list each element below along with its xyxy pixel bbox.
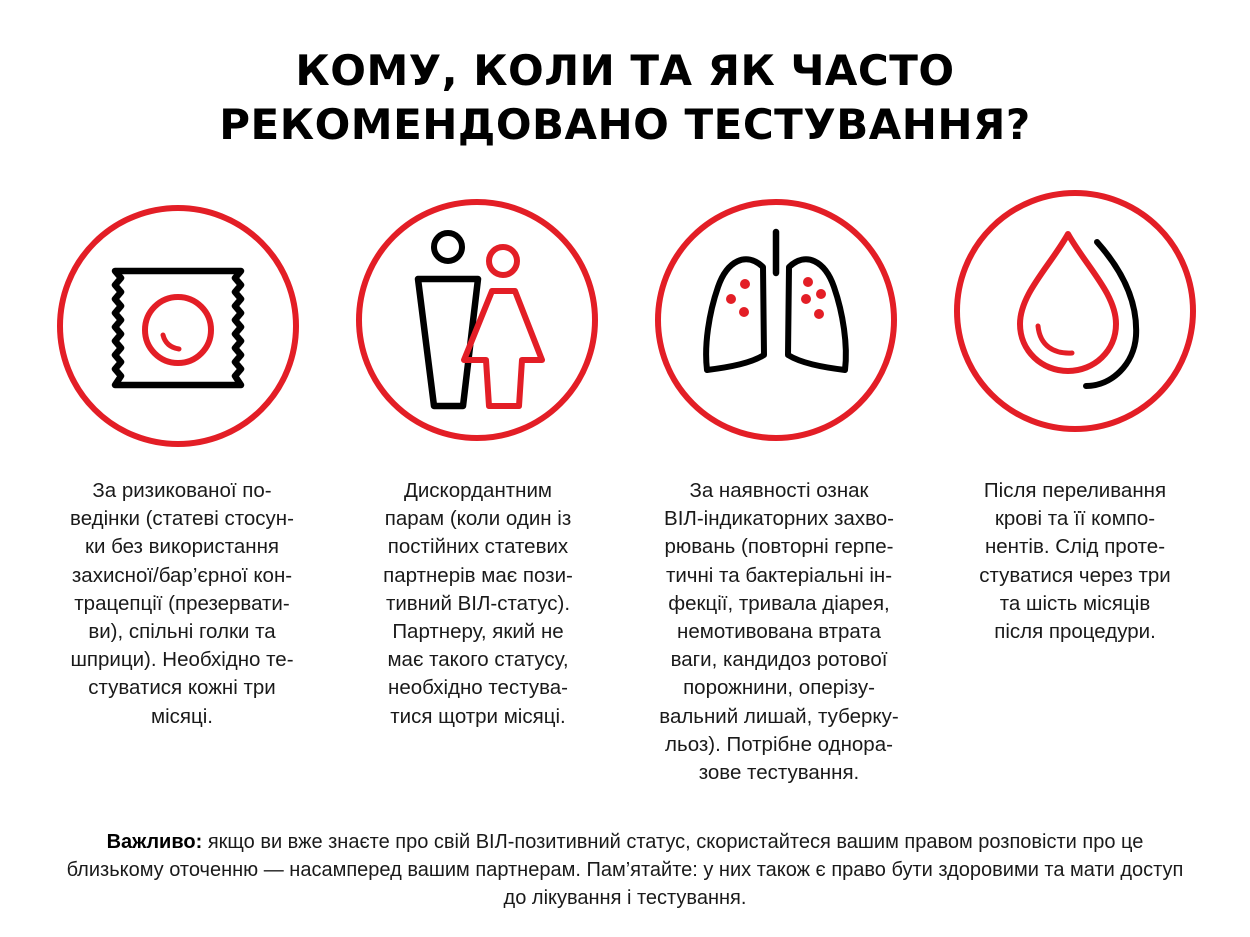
- title-line-2: РЕКОМЕНДОВАНО ТЕСТУВАННЯ?: [219, 100, 1031, 149]
- title-line-1: КОМУ, КОЛИ ТА ЯК ЧАСТО: [295, 46, 955, 95]
- couple-icon: [352, 195, 602, 445]
- blood-drop-icon: [950, 186, 1200, 436]
- card-1-description: За ризикованої по- ведінки (статеві стосун- ки без використання захисної/бар’єрної кон- трацепції (презервати- ви), спільні голки та шприци). Необхідно те- стуватися кожні три місяці.: [70, 479, 294, 728]
- important-text: якщо ви вже знаєте про свій ВІЛ-позитивний статус, скористайтеся вашим правом розповісти про це близькому оточенню — насамперед вашим партнерам. Пам’ятайте: у них також є право бути здоровими та мати доступ до лікування і тестування.: [66, 831, 1184, 909]
- card-3-description: За наявності ознак ВІЛ-індикаторних захво- рювань (повторні герпе- тичні та бактеріальні ін- фекції, тривала діарея, немотивована втрата ваги, кандидоз ротової порожнини, оперізу- вальний лишай, туберку- льоз). Потрібне однора- зове тестування.: [659, 479, 899, 785]
- condom-package-icon: [53, 201, 303, 451]
- lungs-icon: [651, 195, 901, 445]
- important-label: Важливо:: [106, 831, 203, 853]
- page-title: [0, 44, 1250, 152]
- important-note: [60, 828, 1190, 912]
- card-2-description: Дискордантним парам (коли один із постійних статевих партнерів має пози- тивний ВІЛ-статус). Партнеру, який не має такого статусу, необхідно тестува- тися щотри місяці.: [383, 479, 573, 728]
- card-4-description: Після переливання крові та її компо- нентів. Слід проте- стуватися через три та шість місяців після процедури.: [979, 479, 1171, 644]
